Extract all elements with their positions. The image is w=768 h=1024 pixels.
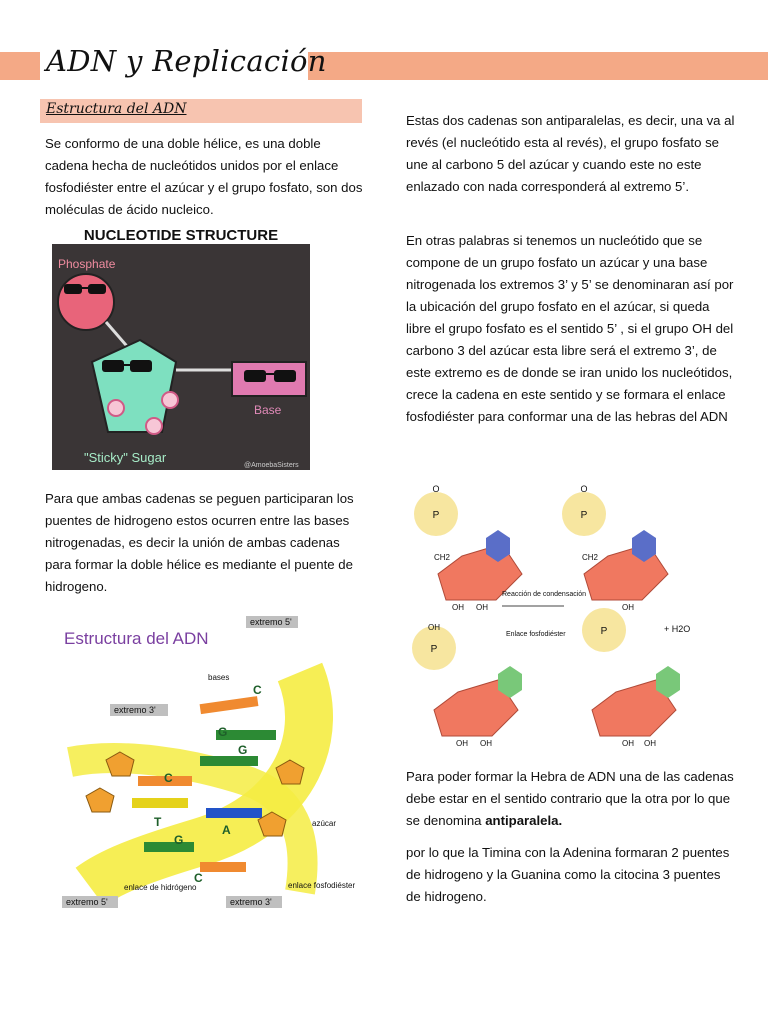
oh-top-right: OH [622,603,634,612]
dna-figure-title: Estructura del ADN [64,629,209,648]
p-top-right: P [580,510,588,521]
label-extremo5-bottom: extremo 5' [66,897,108,907]
base-letter-4: C [164,771,173,785]
label-extremo5-top: extremo 5' [250,617,292,627]
o-top-right: O [580,484,588,494]
oh-bottom-left-2: OH [480,739,492,748]
oh-bottom-left: OH [428,623,440,632]
base-letter-3: G [238,743,248,757]
left-paragraph-1: Se conformo de una doble hélice, es una doble cadena hecha de nucleótidos unidos por el enlace fosfodiéster entre el azúcar y el grupo fosfato, son dos moléculas de ácido nucleico. [45,136,363,217]
left-paragraph-2: Para que ambas cadenas se peguen participaran los puentes de hidrogeno estos ocurren entre las bases nitrogenadas, es decir la unión de ambas cadenas para formar la doble hélice es mediante el puente de hidrogeno. [45,491,354,594]
reaction-label: Reacción de condensación [502,591,587,598]
base-letter-1: C [253,683,262,697]
base-letter-2: G [218,725,228,739]
label-azucar: azúcar [312,819,337,828]
title-bar-accent-right [308,52,768,80]
base-label: Base [254,403,282,417]
right-paragraph-2: En otras palabras si tenemos un nucleótido que se compone de un grupo fosfato un azúcar y una base nitrogenada los extremos 3’ y 5’ se denominaran así por la ubicación del grupo fosfato en el azúcar, si queda libre el grupo fosfato es el sentido 5’ , si el grupo OH del carbono 3 del azúcar esta libre será el extremo 3’, de este extremo es de donde se iran unido los nucleótidos, crece la cadena en este sentido y se formara el enlace fosfodiéster para conformar una de las hebras del ADN [406,233,734,424]
condensation-reaction-figure [398,478,708,752]
right-paragraph-3 [406,766,736,832]
o-top-left: O [432,484,440,494]
right-paragraph-1: Estas dos cadenas son antiparalelas, es decir, una va al revés (el nucleótido esta al revés), el grupo fosfato se une al carbono 5 del azúcar y cuando este no este enlazado con nada corresponderá al extremo 5’. [406,113,735,194]
phosphate-circle [58,274,114,330]
label-bases: bases [208,673,230,682]
section-heading-label: Estructura del ADN [46,101,187,117]
dna-structure-figure [50,612,360,912]
p-bottom-right: P [600,626,608,637]
antiparalela-term: antiparalela. [485,813,563,828]
oh-bottom-right-1: OH [622,739,634,748]
oh-bottom-left-1: OH [456,739,468,748]
page-title: ADN y Replicación [46,44,327,78]
ch2-top-left: CH2 [434,553,451,562]
base-letter-5: T [154,815,162,829]
nucleotide-figure-title: NUCLEOTIDE STRUCTURE [83,227,279,244]
label-enlace-h: enlace de hidrógeno [124,883,197,892]
base-letter-7: G [174,833,184,847]
label-enlace-f: enlace fosfodiéster [288,881,356,890]
right-paragraph-4: por lo que la Timina con la Adenina formaran 2 puentes de hidrogeno y la Guanina como la citocina 3 puentes de hidrogeno. [406,845,730,904]
nucleotide-structure-figure [50,222,312,472]
oh-top-left-1: OH [452,603,464,612]
sugar-label: "Sticky" Sugar [84,450,167,465]
section-heading-estructura [40,99,362,123]
p-bottom-left: P [430,644,438,655]
bond-label: Enlace fosfodiéster [506,631,566,638]
ch2-top-right: CH2 [582,553,599,562]
label-extremo3-left: extremo 3' [114,705,156,715]
figure-credit: @AmoebaSisters [244,462,299,469]
oh-bottom-right-2: OH [644,739,656,748]
p-top-left: P [432,510,440,521]
right-paragraph-3-text: Para poder formar la Hebra de ADN una de las cadenas debe estar en el sentido contrario que la otra por lo que se denomina [406,769,734,828]
oh-top-left-2: OH [476,603,488,612]
base-letter-8: C [194,871,203,885]
label-extremo3-bottom: extremo 3' [230,897,272,907]
title-bar-accent-left [0,52,40,80]
phosphate-label: Phosphate [58,257,116,271]
base-letter-6: A [222,823,231,837]
water-label: + H2O [664,624,691,634]
